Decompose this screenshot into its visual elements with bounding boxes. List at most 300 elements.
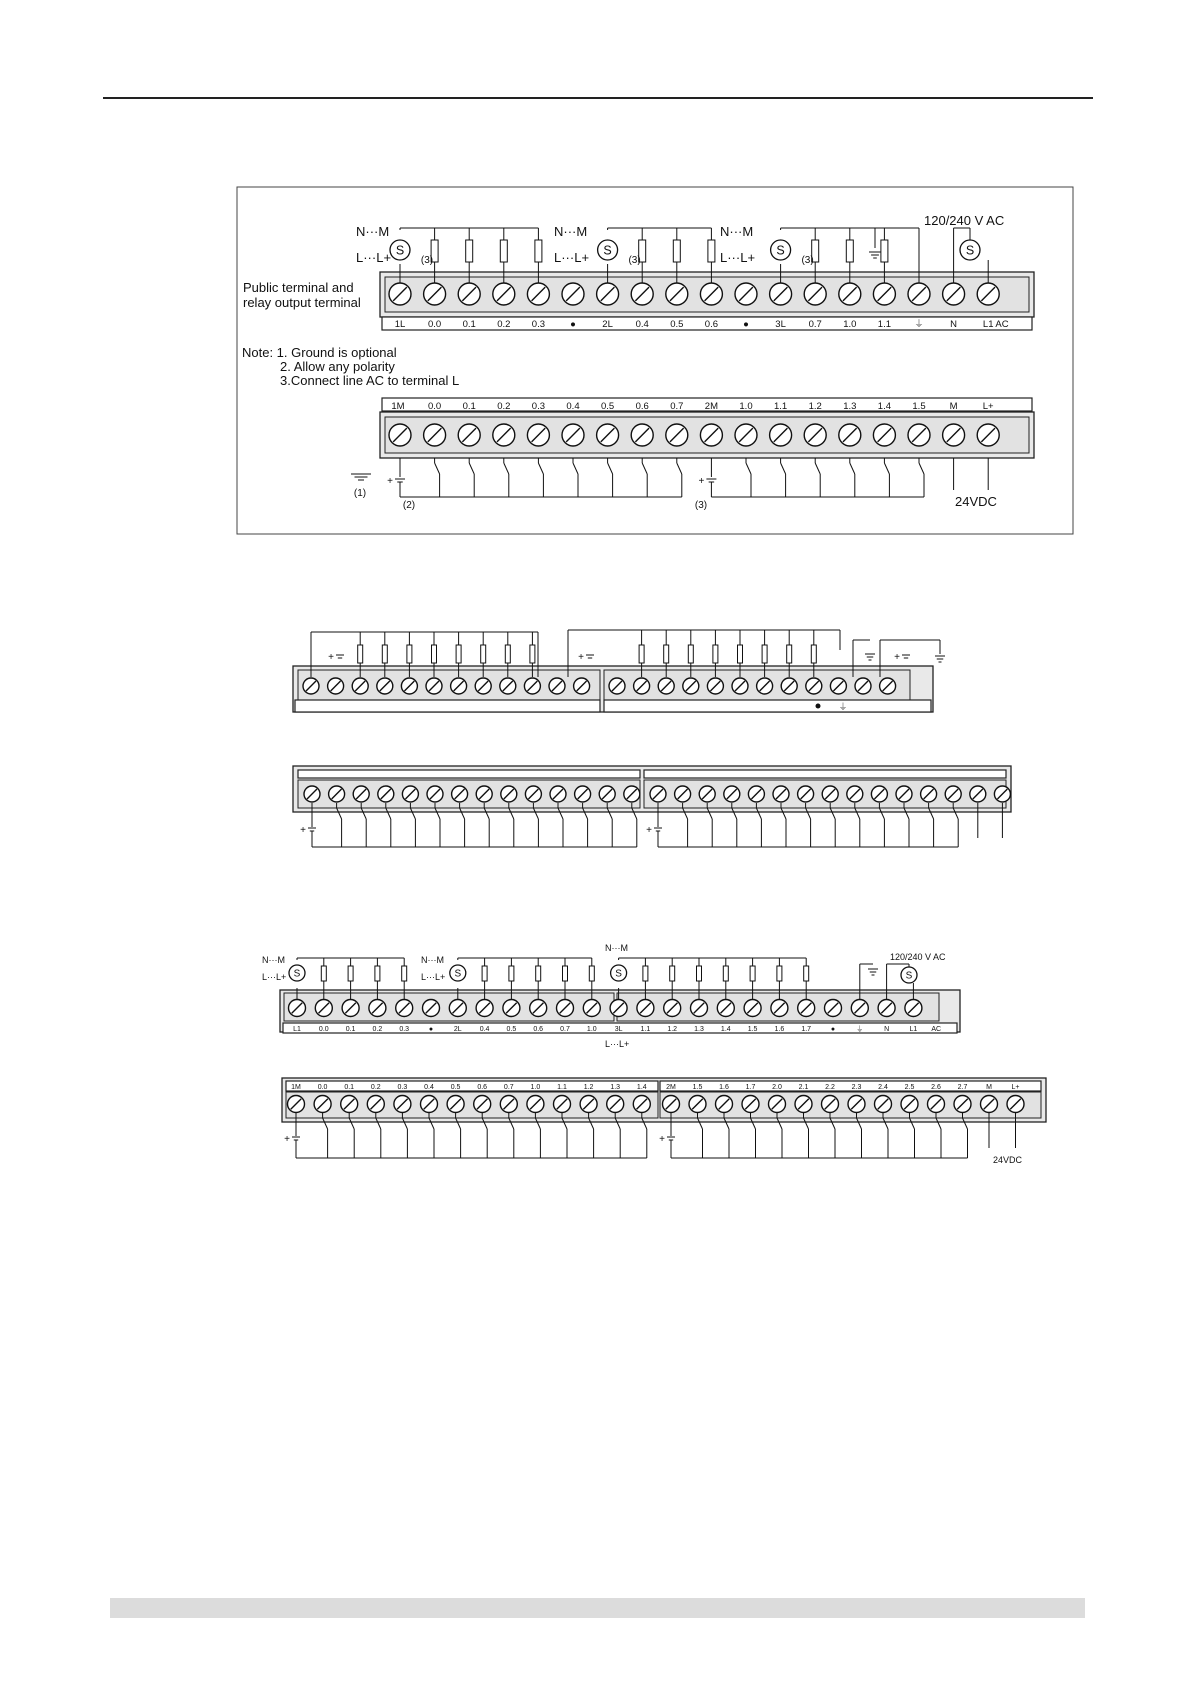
load-resistor bbox=[375, 966, 380, 981]
input-screw-15 bbox=[908, 424, 930, 446]
exp-input-screw-16 bbox=[699, 786, 715, 802]
exp-input-screw-24 bbox=[896, 786, 912, 802]
input-switch bbox=[781, 458, 786, 497]
output-screw-10 bbox=[735, 283, 757, 305]
exp-output-screw-19 bbox=[781, 678, 797, 694]
exp-input-screw-8 bbox=[501, 786, 517, 802]
output-screw-7 bbox=[631, 283, 653, 305]
fig3-input-label: L+ bbox=[1011, 1084, 1020, 1091]
output-terminal-label: 0.0 bbox=[427, 319, 442, 330]
switch-blade bbox=[608, 463, 613, 474]
exp-output-screw-20 bbox=[806, 678, 822, 694]
ref-label: (2) bbox=[402, 500, 416, 511]
fig3-output-label: 1.1 bbox=[640, 1026, 651, 1033]
load-resistor bbox=[535, 240, 542, 262]
load-resistor bbox=[509, 966, 514, 981]
ac-source-symbol bbox=[450, 965, 466, 981]
load-resistor bbox=[846, 240, 853, 262]
switch-blade bbox=[850, 463, 855, 474]
fig3-output-label: 0.0 bbox=[318, 1026, 329, 1033]
fig3-input-label: 0.0 bbox=[317, 1084, 328, 1091]
output-terminal-label: L1 bbox=[982, 319, 994, 330]
plus-sign: + bbox=[300, 825, 306, 836]
exp-output-screw-1 bbox=[328, 678, 344, 694]
exp-output-label-bar-right bbox=[604, 700, 931, 712]
output-terminal-label: 0.3 bbox=[531, 319, 546, 330]
n-m-label: N···M bbox=[356, 224, 390, 239]
output-terminal-label: N bbox=[950, 319, 958, 330]
exp-input-screw-23 bbox=[871, 786, 887, 802]
load-resistor bbox=[673, 240, 680, 262]
input-terminal-label: 1.4 bbox=[877, 401, 892, 412]
n-m-label: N···M bbox=[605, 943, 628, 953]
exp-output-screw-9 bbox=[524, 678, 540, 694]
fig3-output-block bbox=[262, 943, 960, 1049]
load-resistor bbox=[762, 645, 767, 663]
exp-output-screw-12 bbox=[609, 678, 625, 694]
fig3-output-label: 2L bbox=[453, 1026, 462, 1033]
ref-3-label: (3) bbox=[801, 255, 814, 266]
fig3-input-label: 2.7 bbox=[957, 1084, 968, 1091]
switch-blade bbox=[435, 463, 440, 474]
fig3-input-label: 2.6 bbox=[931, 1084, 941, 1091]
fig3-output-screw-9 bbox=[530, 1000, 547, 1017]
fig3-input-screw-11 bbox=[580, 1096, 597, 1113]
fig3-input-label: 1.7 bbox=[745, 1084, 756, 1091]
load-resistor bbox=[536, 966, 541, 981]
fig3-output-screw-15 bbox=[691, 1000, 708, 1017]
fig3-output-label: 3L bbox=[614, 1026, 623, 1033]
fig3-output-screw-4 bbox=[396, 1000, 413, 1017]
fig3-output-screw-23 bbox=[905, 1000, 922, 1017]
input-screw-1 bbox=[424, 424, 446, 446]
input-screw-8 bbox=[666, 424, 688, 446]
input-terminal-label: 0.2 bbox=[497, 401, 511, 412]
fig3-output-label: L1 bbox=[293, 1026, 301, 1033]
input-screw-9 bbox=[700, 424, 722, 446]
dc-source-icon bbox=[578, 652, 594, 663]
exp-input-block bbox=[293, 766, 1011, 847]
page-header-rule bbox=[103, 97, 1093, 99]
dc-source-icon bbox=[328, 652, 344, 663]
ac-supply-label: 120/240 V AC bbox=[924, 213, 1005, 228]
fig3-input-label: 0.5 bbox=[450, 1084, 461, 1091]
ac-source-symbol bbox=[611, 965, 627, 981]
fig3-input-block bbox=[282, 1078, 1046, 1158]
fig3-input-label: 1.3 bbox=[610, 1084, 621, 1091]
load-resistor bbox=[713, 645, 718, 663]
fig3-output-screw-2 bbox=[342, 1000, 359, 1017]
switch-blade bbox=[677, 463, 682, 474]
fig3-output-label: 1.6 bbox=[774, 1026, 785, 1033]
fig3-output-label: 1.4 bbox=[720, 1026, 731, 1033]
exp-input-label-bar-left bbox=[298, 770, 640, 778]
input-terminal-block bbox=[351, 398, 1034, 511]
fig3-input-label: 0.7 bbox=[503, 1084, 514, 1091]
fig3-input-screw-1 bbox=[314, 1096, 331, 1113]
dc-source-icon bbox=[698, 476, 716, 487]
l-lplus-label: L···L+ bbox=[421, 972, 446, 982]
input-switch bbox=[504, 458, 509, 497]
switch-blade bbox=[815, 463, 820, 474]
exp-output-screw-17 bbox=[732, 678, 748, 694]
load-resistor bbox=[708, 240, 715, 262]
fig3-output-screw-6 bbox=[449, 1000, 466, 1017]
fig3-output-screw-22 bbox=[878, 1000, 895, 1017]
input-terminal-label: M bbox=[949, 401, 958, 412]
switch-blade bbox=[746, 463, 751, 474]
n-m-label: N···M bbox=[421, 955, 444, 965]
output-terminal-block bbox=[356, 224, 1034, 330]
ref-3-label: (3) bbox=[420, 255, 434, 266]
fig3-input-label: 2.1 bbox=[798, 1084, 809, 1091]
input-screw-3 bbox=[493, 424, 515, 446]
output-screw-12 bbox=[804, 283, 826, 305]
fig3-input-label: 2.0 bbox=[772, 1084, 782, 1091]
exp-output-screw-6 bbox=[451, 678, 467, 694]
output-terminal-label: 1.0 bbox=[843, 319, 857, 330]
output-terminal-label: 0.2 bbox=[497, 319, 511, 330]
output-screw-0 bbox=[389, 283, 411, 305]
input-switch bbox=[642, 458, 647, 497]
exp-input-screw-0 bbox=[304, 786, 320, 802]
load-resistor bbox=[530, 645, 535, 663]
fig3-output-screw-20 bbox=[825, 1000, 842, 1017]
input-screw-13 bbox=[839, 424, 861, 446]
switch-blade bbox=[469, 463, 474, 474]
n-m-label: N···M bbox=[262, 955, 285, 965]
exp-input-screw-12 bbox=[599, 786, 615, 802]
output-terminal-label: 0.6 bbox=[704, 319, 719, 330]
fig3-output-label: 0.7 bbox=[560, 1026, 570, 1033]
load-resistor bbox=[466, 240, 473, 262]
fig3-input-label: 1.6 bbox=[719, 1084, 729, 1091]
input-screw-10 bbox=[735, 424, 757, 446]
input-terminal-label: 0.0 bbox=[427, 401, 442, 412]
output-terminal-label: 0.7 bbox=[808, 319, 822, 330]
fig3-input-label: 0.3 bbox=[397, 1084, 408, 1091]
fig3-input-label: 1.0 bbox=[530, 1084, 541, 1091]
exp-input-screw-3 bbox=[378, 786, 394, 802]
input-switch bbox=[538, 458, 543, 497]
exp-output-screw-18 bbox=[757, 678, 773, 694]
input-screw-5 bbox=[562, 424, 584, 446]
exp-output-screw-4 bbox=[401, 678, 417, 694]
ground-icon bbox=[935, 656, 945, 662]
fig3-input-screw-22 bbox=[875, 1096, 892, 1113]
input-switch bbox=[608, 458, 613, 497]
input-terminal-label: 0.3 bbox=[531, 401, 546, 412]
switch-blade bbox=[781, 463, 786, 474]
load-resistor bbox=[432, 645, 437, 663]
plus-sign: + bbox=[387, 476, 393, 487]
fig3-output-label: ● bbox=[830, 1026, 836, 1033]
l-lplus-label: L···L+ bbox=[554, 250, 590, 265]
load-resistor bbox=[639, 645, 644, 663]
fig3-output-screw-5 bbox=[423, 1000, 440, 1017]
exp-input-screw-14 bbox=[650, 786, 666, 802]
exp-input-screw-7 bbox=[476, 786, 492, 802]
exp-output-label-bar-left bbox=[295, 700, 600, 712]
fig3-input-screw-20 bbox=[822, 1096, 839, 1113]
fig3-input-label: 2.3 bbox=[851, 1084, 862, 1091]
load-resistor bbox=[811, 645, 816, 663]
plus-sign: + bbox=[659, 1134, 665, 1145]
fig3-input-label: 1M bbox=[291, 1084, 301, 1091]
ground-icon bbox=[868, 969, 878, 975]
s-glyph: S bbox=[395, 243, 405, 258]
load-resistor bbox=[738, 645, 743, 663]
output-screw-11 bbox=[770, 283, 792, 305]
input-screw-16 bbox=[943, 424, 965, 446]
exp-output-screw-0 bbox=[303, 678, 319, 694]
load-resistor bbox=[804, 966, 809, 981]
exp-output-screw-23 bbox=[880, 678, 896, 694]
fig3-output-screw-13 bbox=[637, 1000, 654, 1017]
ref-3-label: (3) bbox=[628, 255, 641, 266]
input-terminal-label: 0.7 bbox=[670, 401, 684, 412]
fig3-input-screw-10 bbox=[554, 1096, 571, 1113]
fig3-output-label: 0.5 bbox=[506, 1026, 517, 1033]
fig3-ac-supply-label: 120/240 V AC bbox=[890, 952, 946, 962]
fig3-input-screw-3 bbox=[367, 1096, 384, 1113]
exp-output-screw-7 bbox=[475, 678, 491, 694]
fig3-input-screw-24 bbox=[928, 1096, 945, 1113]
output-screw-8 bbox=[666, 283, 688, 305]
load-resistor bbox=[697, 966, 702, 981]
fig3-output-label: N bbox=[884, 1026, 890, 1033]
output-terminal-label: AC bbox=[995, 319, 1009, 330]
fig3-input-label: 1.4 bbox=[636, 1084, 647, 1091]
plus-sign: + bbox=[698, 476, 705, 487]
fig3-input-screw-25 bbox=[954, 1096, 971, 1113]
fig3-output-label: ⏚ bbox=[856, 1026, 864, 1033]
ref-label: (3) bbox=[694, 500, 708, 511]
ac-supply-source bbox=[960, 240, 980, 260]
fig3-output-label: 1.0 bbox=[586, 1026, 597, 1033]
fig3-output-label: L1 bbox=[909, 1026, 918, 1033]
fig3-output-label: 0.4 bbox=[479, 1026, 490, 1033]
fig3-input-label: 0.6 bbox=[477, 1084, 488, 1091]
load-resistor bbox=[358, 645, 363, 663]
exp-output-screw-10 bbox=[549, 678, 565, 694]
output-screw-1 bbox=[424, 283, 446, 305]
input-switch bbox=[435, 458, 440, 497]
fig3-input-label: 2.2 bbox=[825, 1084, 835, 1091]
switch-blade bbox=[538, 463, 543, 474]
plus-sign: + bbox=[894, 652, 900, 663]
fig3-output-screw-0 bbox=[289, 1000, 306, 1017]
output-screw-14 bbox=[873, 283, 895, 305]
fig3-input-label: 2M bbox=[666, 1084, 676, 1091]
load-resistor bbox=[500, 240, 507, 262]
fig3-output-label: 1.3 bbox=[694, 1026, 704, 1033]
exp-output-screw-3 bbox=[377, 678, 393, 694]
output-terminal-label: 3L bbox=[775, 319, 786, 330]
input-screw-12 bbox=[804, 424, 826, 446]
fig3-input-screw-18 bbox=[769, 1096, 786, 1113]
exp-input-screw-9 bbox=[525, 786, 541, 802]
input-screw-11 bbox=[770, 424, 792, 446]
fig3-output-screw-1 bbox=[315, 1000, 332, 1017]
load-resistor bbox=[643, 966, 648, 981]
output-screw-3 bbox=[493, 283, 515, 305]
input-screw-6 bbox=[597, 424, 619, 446]
fig3-input-label: 2.5 bbox=[904, 1084, 915, 1091]
fig3-input-screw-12 bbox=[607, 1096, 624, 1113]
fig3-input-label: 1.2 bbox=[583, 1084, 594, 1091]
switch-blade bbox=[504, 463, 509, 474]
input-switch bbox=[746, 458, 751, 497]
side-label-line1: Public terminal and bbox=[243, 280, 354, 295]
fig3-output-screw-16 bbox=[717, 1000, 734, 1017]
exp-output-screw-2 bbox=[352, 678, 368, 694]
input-screw-14 bbox=[873, 424, 895, 446]
n-m-label: N···M bbox=[720, 224, 754, 239]
note-line2: 2. Allow any polarity bbox=[280, 359, 395, 374]
input-terminal-label: 1.3 bbox=[843, 401, 857, 412]
input-terminal-label: 0.6 bbox=[635, 401, 649, 412]
input-switch bbox=[677, 458, 682, 497]
exp-input-screw-25 bbox=[921, 786, 937, 802]
exp-input-screw-11 bbox=[575, 786, 591, 802]
fig3-input-screw-21 bbox=[848, 1096, 865, 1113]
fig3-dc-supply-label: 24VDC bbox=[993, 1155, 1023, 1165]
fig3-input-label: 2.4 bbox=[878, 1084, 888, 1091]
input-terminal-label: 1.5 bbox=[912, 401, 926, 412]
output-screw-17 bbox=[977, 283, 999, 305]
load-resistor bbox=[456, 645, 461, 663]
s-glyph: S bbox=[905, 970, 913, 982]
exp-input-screw-26 bbox=[945, 786, 961, 802]
exp-output-screw-16 bbox=[707, 678, 723, 694]
load-resistor bbox=[664, 645, 669, 663]
fig3-output-label: 0.6 bbox=[533, 1026, 544, 1033]
input-switch bbox=[815, 458, 820, 497]
input-terminal-label: 0.1 bbox=[462, 401, 476, 412]
exp-output-screw-22 bbox=[855, 678, 871, 694]
input-terminal-label: 1.0 bbox=[739, 401, 753, 412]
dc-source-icon bbox=[387, 476, 405, 487]
fig3-input-screw-6 bbox=[447, 1096, 464, 1113]
dc-source-icon bbox=[894, 652, 910, 663]
exp-input-screw-15 bbox=[675, 786, 691, 802]
dc-source-icon bbox=[646, 825, 662, 836]
output-screw-2 bbox=[458, 283, 480, 305]
input-screw-7 bbox=[631, 424, 653, 446]
exp-output-screw-8 bbox=[500, 678, 516, 694]
input-screw-2 bbox=[458, 424, 480, 446]
input-terminal-label: 0.5 bbox=[600, 401, 615, 412]
plus-sign: + bbox=[578, 652, 584, 663]
exp-input-screw-28 bbox=[994, 786, 1010, 802]
fig3-output-screw-21 bbox=[851, 1000, 868, 1017]
load-resistor bbox=[670, 966, 675, 981]
output-terminal-label: ⏚ bbox=[914, 319, 924, 330]
load-resistor bbox=[563, 966, 568, 981]
fig3-input-label: 1.5 bbox=[692, 1084, 703, 1091]
wiring-diagram-expansion bbox=[292, 628, 1032, 848]
switch-blade bbox=[884, 463, 889, 474]
fig3-input-screw-27 bbox=[1007, 1096, 1024, 1113]
dc-source-icon bbox=[659, 1134, 675, 1145]
ground-icon bbox=[351, 474, 371, 480]
s-glyph: S bbox=[615, 968, 622, 980]
input-terminal-label: 0.4 bbox=[566, 401, 580, 412]
fig3-output-label: 0.1 bbox=[345, 1026, 356, 1033]
load-resistor bbox=[402, 966, 407, 981]
exp-output-screw-14 bbox=[658, 678, 674, 694]
exp-input-screw-19 bbox=[773, 786, 789, 802]
fig3-input-screw-13 bbox=[633, 1096, 650, 1113]
fig3-output-screw-11 bbox=[583, 1000, 600, 1017]
input-terminal-label: 1M bbox=[391, 401, 405, 412]
ac-source-symbol bbox=[390, 240, 410, 260]
fig3-output-label: 1.7 bbox=[801, 1026, 812, 1033]
input-terminal-label: 1.2 bbox=[808, 401, 822, 412]
l-lplus-label: L···L+ bbox=[356, 250, 392, 265]
exp-output-screw-11 bbox=[574, 678, 590, 694]
exp-output-screw-13 bbox=[634, 678, 650, 694]
input-switch bbox=[850, 458, 855, 497]
fig3-input-label: 0.2 bbox=[370, 1084, 381, 1091]
ac-source-symbol bbox=[598, 240, 618, 260]
fig3-output-screw-18 bbox=[771, 1000, 788, 1017]
ref-1-label: (1) bbox=[353, 488, 367, 499]
fig3-output-label: 1.2 bbox=[667, 1026, 678, 1033]
exp-output-screw-15 bbox=[683, 678, 699, 694]
switch-blade bbox=[919, 463, 924, 474]
load-resistor bbox=[723, 966, 728, 981]
dc-source-icon bbox=[300, 825, 316, 836]
exp-input-screw-22 bbox=[847, 786, 863, 802]
exp-output-screw-5 bbox=[426, 678, 442, 694]
output-screw-9 bbox=[700, 283, 722, 305]
fig3-output-label: 0.3 bbox=[399, 1026, 410, 1033]
input-terminal-label: L+ bbox=[982, 401, 994, 412]
output-terminal-label: ● bbox=[743, 319, 749, 330]
fig3-input-screw-23 bbox=[901, 1096, 918, 1113]
fig3-output-screw-3 bbox=[369, 1000, 386, 1017]
ground-icon bbox=[865, 654, 875, 660]
bullet-dot bbox=[816, 704, 821, 709]
exp-input-label-bar-right bbox=[644, 770, 1006, 778]
load-resistor bbox=[348, 966, 353, 981]
fig3-input-label-bar-left bbox=[286, 1081, 658, 1091]
load-resistor bbox=[777, 966, 782, 981]
output-screw-16 bbox=[943, 283, 965, 305]
load-resistor bbox=[750, 966, 755, 981]
fig3-output-label: 0.2 bbox=[372, 1026, 383, 1033]
exp-input-screw-4 bbox=[402, 786, 418, 802]
fig3-output-label: AC bbox=[931, 1026, 942, 1033]
input-screw-4 bbox=[527, 424, 549, 446]
exp-input-screw-18 bbox=[748, 786, 764, 802]
fig3-input-label: 1.1 bbox=[557, 1084, 567, 1091]
input-switch bbox=[919, 458, 924, 497]
s-glyph: S bbox=[776, 243, 785, 258]
input-switch bbox=[884, 458, 889, 497]
load-resistor bbox=[688, 645, 693, 663]
fig3-input-screw-0 bbox=[288, 1096, 305, 1113]
exp-input-screw-13 bbox=[624, 786, 640, 802]
fig3-input-screw-17 bbox=[742, 1096, 759, 1113]
plus-sign: + bbox=[328, 652, 334, 663]
output-terminal-label: 1L bbox=[394, 319, 406, 330]
fig3-input-screw-8 bbox=[500, 1096, 517, 1113]
fig3-input-screw-9 bbox=[527, 1096, 544, 1113]
fig3-input-screw-5 bbox=[421, 1096, 438, 1113]
